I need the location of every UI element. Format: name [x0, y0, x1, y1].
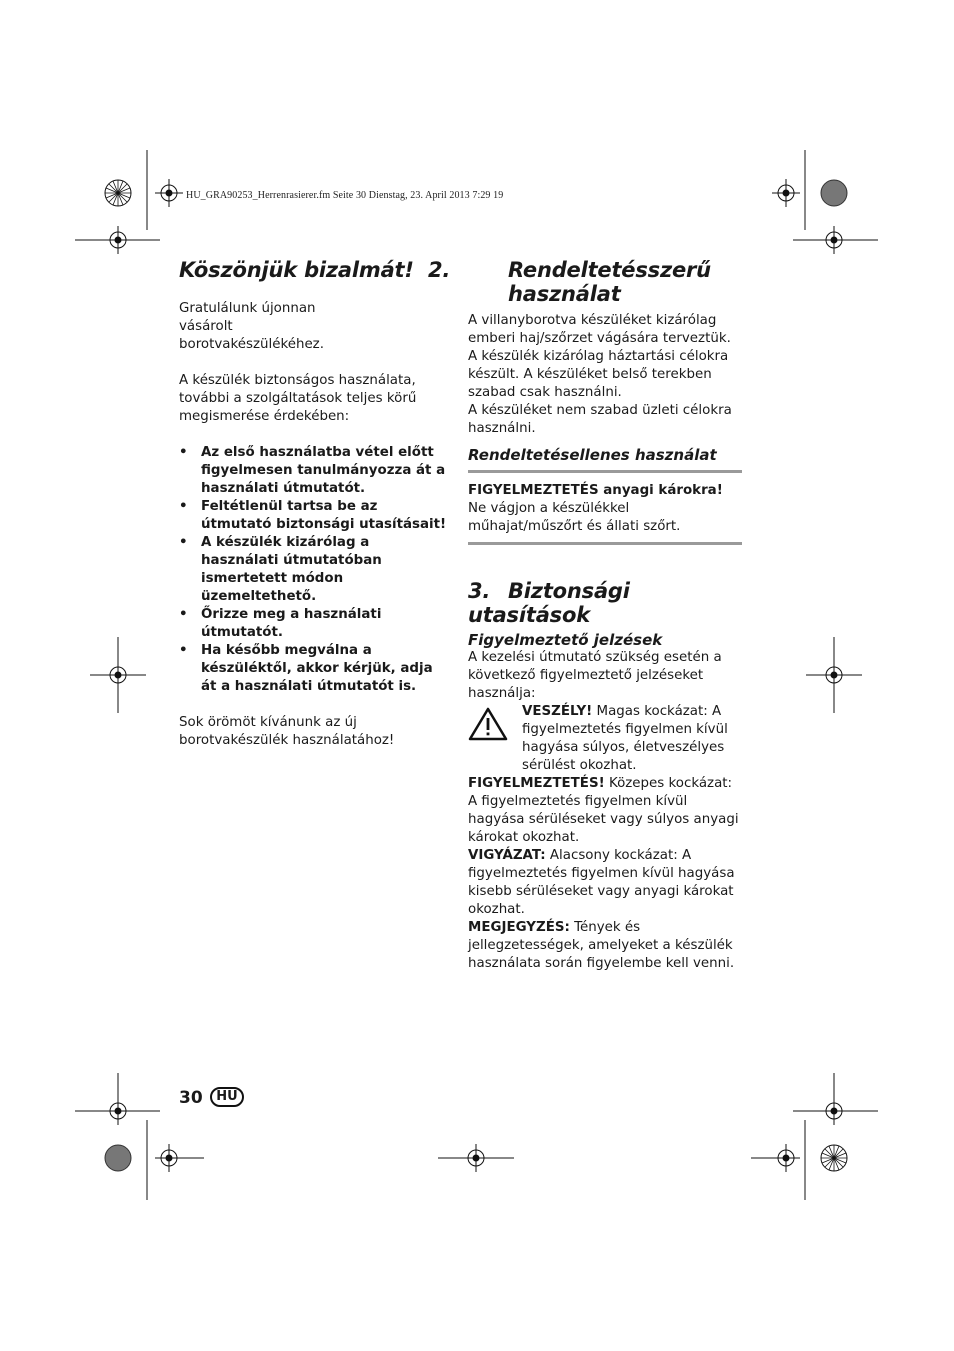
list-item: • A készülék kizárólag a használati útmutatóban ismertetett módon üzemeltethető.	[179, 534, 451, 606]
usage-paragraph: A készülék biztonságos használata, további a szolgáltatások teljes körű megismerése érdekében:	[179, 373, 417, 424]
signals-intro: A kezelési útmutató szükség esetén a következő figyelmeztető jelzéseket használja:	[468, 650, 722, 701]
closing-paragraph: Sok örömöt kívánunk az új borotvakészülék használatához!	[179, 715, 395, 748]
danger-block	[468, 703, 742, 775]
list-item: • Ha később megválna a készüléktől, akkor kérjük, adja át a használati útmutatót is.	[179, 642, 451, 696]
signals-subheading: Figyelmeztető jelzések	[468, 631, 663, 649]
material-warning-label: FIGYELMEZTETÉS anyagi károkra!	[468, 483, 723, 498]
list-item: • Feltétlenül tartsa be az útmutató biztonsági utasításait!	[179, 498, 451, 534]
section-3-heading	[468, 579, 742, 627]
section-2-number: 2.	[428, 258, 451, 282]
danger-label: VESZÉLY!	[522, 704, 593, 719]
page-number: 30	[179, 1088, 203, 1108]
danger-text: Magas kockázat: A figyelmeztetés figyelmen kívül hagyása súlyos, életveszélyes sérülést okozhat.	[522, 704, 728, 773]
material-warning-text: Ne vágjon a készülékkel műhajat/műszőrt és állati szőrt.	[468, 501, 681, 534]
list-item: • Az első használatba vétel előtt figyelmesen tanulmányozza át a használati útmutatót.	[179, 444, 451, 498]
danger-paragraph	[522, 703, 742, 775]
note-label: MEGJEGYZÉS:	[468, 920, 570, 935]
list-item: • Őrizze meg a használati útmutatót.	[179, 606, 451, 642]
note-paragraph	[468, 919, 742, 973]
section-2-paragraph-3: A készüléket nem szabad üzleti célokra használni.	[468, 403, 732, 436]
left-title: Köszönjük bizalmát!	[179, 258, 414, 282]
instruction-list	[179, 444, 451, 696]
warning-paragraph	[468, 775, 742, 847]
note-text: Tények és jellegzetességek, amelyeket a készülék használata során figyelembe kell venni.	[468, 920, 735, 971]
warning-text: Közepes kockázat: A figyelmeztetés figyelmen kívül hagyása sérüléseket vagy súlyos anyagi károkat okozhat.	[468, 776, 739, 845]
section-3-title: Biztonsági utasítások	[468, 579, 630, 627]
section-2-paragraph-1: A villanyborotva készüléket kizárólag emberi haj/szőrzet vágására terveztük.	[468, 313, 731, 346]
warning-triangle-icon	[468, 703, 522, 775]
misuse-subheading: Rendeltetésellenes használat	[468, 446, 717, 464]
section-2-paragraph-2: A készülék kizárólag háztartási célokra készült. A készüléket belső terekben szabad csak használni.	[468, 349, 729, 400]
section-3-number: 3.	[468, 579, 491, 603]
file-info-header: HU_GRA90253_Herrenrasierer.fm Seite 30 Dienstag, 23. April 2013 7:29 19	[186, 190, 504, 201]
caution-paragraph	[468, 847, 742, 919]
country-badge: HU	[210, 1087, 244, 1107]
left-column	[179, 258, 451, 750]
intro-paragraph: Gratulálunk újonnan vásárolt borotvakészülékéhez.	[179, 301, 324, 352]
caution-label: VIGYÁZAT:	[468, 848, 546, 863]
section-2-heading	[428, 258, 742, 306]
section-2-title: Rendeltetésszerű használat	[508, 258, 711, 306]
right-column	[428, 258, 742, 973]
warning-label: FIGYELMEZTETÉS!	[468, 776, 605, 791]
caution-text: Alacsony kockázat: A figyelmeztetés figyelmen kívül hagyása kisebb sérüléseket vagy anyagi károkat okozhat.	[468, 848, 735, 917]
